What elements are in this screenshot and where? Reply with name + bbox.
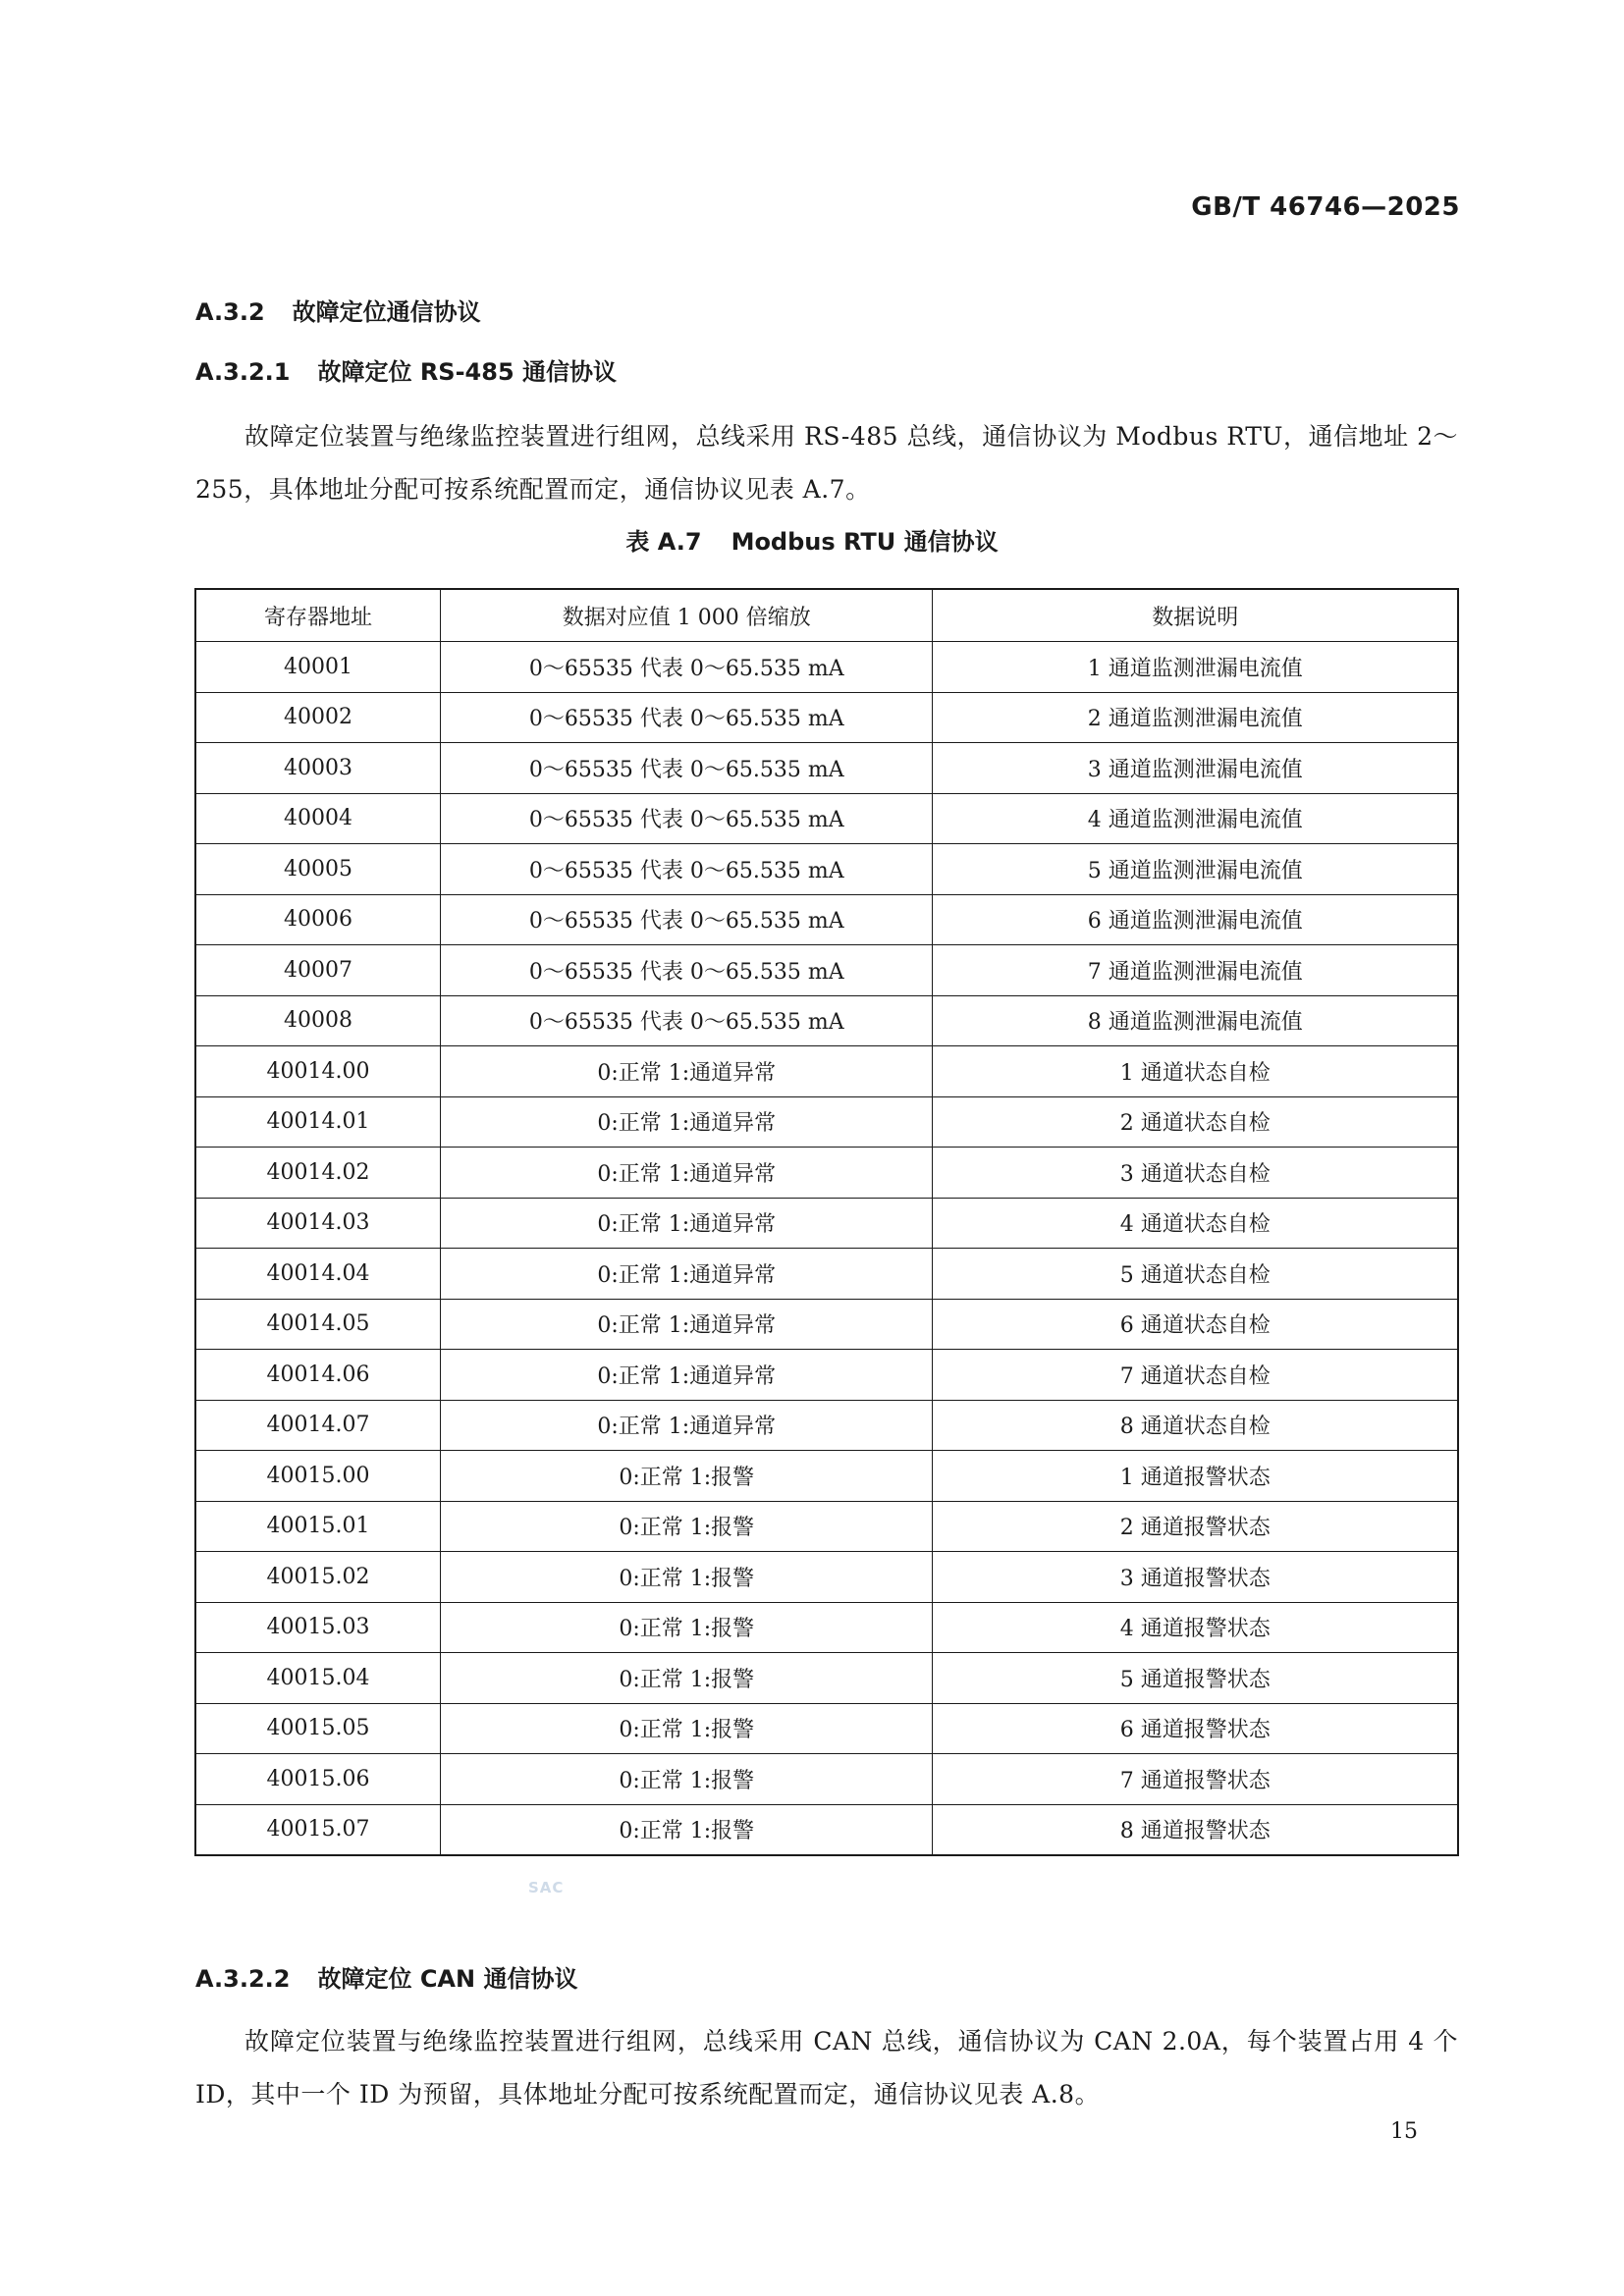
cell-data-description: 8 通道报警状态 xyxy=(933,1804,1458,1855)
table-header-row xyxy=(195,589,1458,642)
cell-data-description: 5 通道监测泄漏电流值 xyxy=(933,844,1458,895)
table-row xyxy=(195,1350,1458,1401)
cell-data-value: 0:正常 1:通道异常 xyxy=(441,1249,933,1300)
cell-register-address: 40004 xyxy=(195,793,441,844)
table-row xyxy=(195,894,1458,945)
cell-data-description: 3 通道报警状态 xyxy=(933,1552,1458,1603)
cell-data-value: 0:正常 1:通道异常 xyxy=(441,1046,933,1097)
table-row xyxy=(195,1046,1458,1097)
section-heading-a32 xyxy=(195,293,481,327)
table-row xyxy=(195,844,1458,895)
cell-data-value: 0～65535 代表 0～65.535 mA xyxy=(441,894,933,945)
section-number: A.3.2.1 xyxy=(195,358,291,386)
cell-data-value: 0:正常 1:报警 xyxy=(441,1451,933,1502)
table-row xyxy=(195,642,1458,693)
cell-register-address: 40014.00 xyxy=(195,1046,441,1097)
cell-data-description: 1 通道状态自检 xyxy=(933,1046,1458,1097)
paragraph-rs485: 故障定位装置与绝缘监控装置进行组网，总线采用 RS-485 总线，通信协议为 Modbus RTU，通信地址 2～255，具体地址分配可按系统配置而定，通信协议见表 A.7。 xyxy=(195,422,1458,504)
table-row xyxy=(195,743,1458,794)
cell-data-value: 0～65535 代表 0～65.535 mA xyxy=(441,945,933,996)
table-row xyxy=(195,1653,1458,1704)
cell-data-value: 0:正常 1:报警 xyxy=(441,1754,933,1805)
sac-watermark-logo: SAC xyxy=(528,1879,565,1896)
table-row xyxy=(195,1552,1458,1603)
cell-register-address: 40014.04 xyxy=(195,1249,441,1300)
section-number: A.3.2 xyxy=(195,298,265,326)
header-data-description: 数据说明 xyxy=(933,589,1458,642)
table-row xyxy=(195,692,1458,743)
cell-register-address: 40014.03 xyxy=(195,1198,441,1249)
section-title: 故障定位通信协议 xyxy=(292,298,481,326)
cell-register-address: 40015.06 xyxy=(195,1754,441,1805)
cell-register-address: 40014.05 xyxy=(195,1299,441,1350)
cell-data-value: 0～65535 代表 0～65.535 mA xyxy=(441,844,933,895)
cell-data-description: 2 通道状态自检 xyxy=(933,1096,1458,1148)
cell-register-address: 40015.01 xyxy=(195,1501,441,1552)
cell-data-value: 0:正常 1:通道异常 xyxy=(441,1148,933,1199)
table-row xyxy=(195,1703,1458,1754)
cell-register-address: 40008 xyxy=(195,995,441,1046)
table-row xyxy=(195,1096,1458,1148)
cell-register-address: 40015.02 xyxy=(195,1552,441,1603)
cell-data-description: 7 通道报警状态 xyxy=(933,1754,1458,1805)
cell-register-address: 40014.07 xyxy=(195,1400,441,1451)
section-title: 故障定位 RS-485 通信协议 xyxy=(317,358,618,386)
table-row xyxy=(195,945,1458,996)
cell-data-description: 1 通道监测泄漏电流值 xyxy=(933,642,1458,693)
cell-data-description: 2 通道监测泄漏电流值 xyxy=(933,692,1458,743)
modbus-protocol-table xyxy=(194,588,1459,1856)
cell-data-description: 5 通道报警状态 xyxy=(933,1653,1458,1704)
section-heading-a321 xyxy=(195,352,617,387)
cell-data-value: 0:正常 1:通道异常 xyxy=(441,1096,933,1148)
table-row xyxy=(195,1754,1458,1805)
table-caption-title: Modbus RTU 通信协议 xyxy=(731,528,999,556)
cell-register-address: 40015.05 xyxy=(195,1703,441,1754)
section-number: A.3.2.2 xyxy=(195,1965,291,1993)
table-caption xyxy=(0,522,1624,557)
table-row xyxy=(195,1198,1458,1249)
cell-data-value: 0:正常 1:通道异常 xyxy=(441,1400,933,1451)
cell-data-value: 0:正常 1:通道异常 xyxy=(441,1350,933,1401)
table-row xyxy=(195,793,1458,844)
cell-register-address: 40003 xyxy=(195,743,441,794)
cell-data-description: 4 通道监测泄漏电流值 xyxy=(933,793,1458,844)
cell-data-description: 4 通道报警状态 xyxy=(933,1602,1458,1653)
cell-data-value: 0:正常 1:通道异常 xyxy=(441,1299,933,1350)
cell-register-address: 40006 xyxy=(195,894,441,945)
cell-data-value: 0～65535 代表 0～65.535 mA xyxy=(441,642,933,693)
standard-number: GB/T 46746—2025 xyxy=(1191,192,1460,222)
cell-register-address: 40005 xyxy=(195,844,441,895)
cell-data-value: 0～65535 代表 0～65.535 mA xyxy=(441,793,933,844)
cell-data-value: 0:正常 1:报警 xyxy=(441,1804,933,1855)
header-register-address: 寄存器地址 xyxy=(195,589,441,642)
cell-data-description: 6 通道状态自检 xyxy=(933,1299,1458,1350)
table-row xyxy=(195,1249,1458,1300)
cell-data-description: 6 通道监测泄漏电流值 xyxy=(933,894,1458,945)
cell-data-description: 7 通道监测泄漏电流值 xyxy=(933,945,1458,996)
header-data-value: 数据对应值 1 000 倍缩放 xyxy=(441,589,933,642)
table-row xyxy=(195,1804,1458,1855)
cell-data-description: 7 通道状态自检 xyxy=(933,1350,1458,1401)
cell-data-value: 0:正常 1:报警 xyxy=(441,1653,933,1704)
cell-data-value: 0:正常 1:报警 xyxy=(441,1501,933,1552)
cell-data-value: 0～65535 代表 0～65.535 mA xyxy=(441,995,933,1046)
table-row xyxy=(195,1451,1458,1502)
cell-data-description: 8 通道状态自检 xyxy=(933,1400,1458,1451)
section-title: 故障定位 CAN 通信协议 xyxy=(317,1965,578,1993)
cell-data-description: 2 通道报警状态 xyxy=(933,1501,1458,1552)
cell-data-value: 0～65535 代表 0～65.535 mA xyxy=(441,743,933,794)
table-caption-number: 表 A.7 xyxy=(625,528,702,556)
table-row xyxy=(195,995,1458,1046)
cell-data-description: 5 通道状态自检 xyxy=(933,1249,1458,1300)
cell-register-address: 40014.06 xyxy=(195,1350,441,1401)
cell-data-value: 0:正常 1:通道异常 xyxy=(441,1198,933,1249)
cell-register-address: 40015.07 xyxy=(195,1804,441,1855)
cell-data-value: 0:正常 1:报警 xyxy=(441,1703,933,1754)
section-heading-a322 xyxy=(195,1959,577,1994)
cell-data-value: 0:正常 1:报警 xyxy=(441,1552,933,1603)
cell-data-description: 3 通道监测泄漏电流值 xyxy=(933,743,1458,794)
cell-data-value: 0～65535 代表 0～65.535 mA xyxy=(441,692,933,743)
page-number: 15 xyxy=(1390,2119,1418,2144)
cell-register-address: 40015.03 xyxy=(195,1602,441,1653)
cell-register-address: 40015.04 xyxy=(195,1653,441,1704)
paragraph-can: 故障定位装置与绝缘监控装置进行组网，总线采用 CAN 总线，通信协议为 CAN 2.0A，每个装置占用 4 个 ID，其中一个 ID 为预留，具体地址分配可按系统配置而定，通信协议见表 A.8。 xyxy=(195,2027,1458,2109)
cell-data-description: 1 通道报警状态 xyxy=(933,1451,1458,1502)
cell-register-address: 40007 xyxy=(195,945,441,996)
cell-register-address: 40014.01 xyxy=(195,1096,441,1148)
cell-data-description: 4 通道状态自检 xyxy=(933,1198,1458,1249)
table-row xyxy=(195,1400,1458,1451)
cell-register-address: 40001 xyxy=(195,642,441,693)
cell-register-address: 40015.00 xyxy=(195,1451,441,1502)
cell-data-description: 8 通道监测泄漏电流值 xyxy=(933,995,1458,1046)
cell-data-description: 6 通道报警状态 xyxy=(933,1703,1458,1754)
cell-register-address: 40014.02 xyxy=(195,1148,441,1199)
cell-data-description: 3 通道状态自检 xyxy=(933,1148,1458,1199)
table-row xyxy=(195,1148,1458,1199)
table-row xyxy=(195,1299,1458,1350)
table-row xyxy=(195,1602,1458,1653)
cell-register-address: 40002 xyxy=(195,692,441,743)
table-row xyxy=(195,1501,1458,1552)
cell-data-value: 0:正常 1:报警 xyxy=(441,1602,933,1653)
